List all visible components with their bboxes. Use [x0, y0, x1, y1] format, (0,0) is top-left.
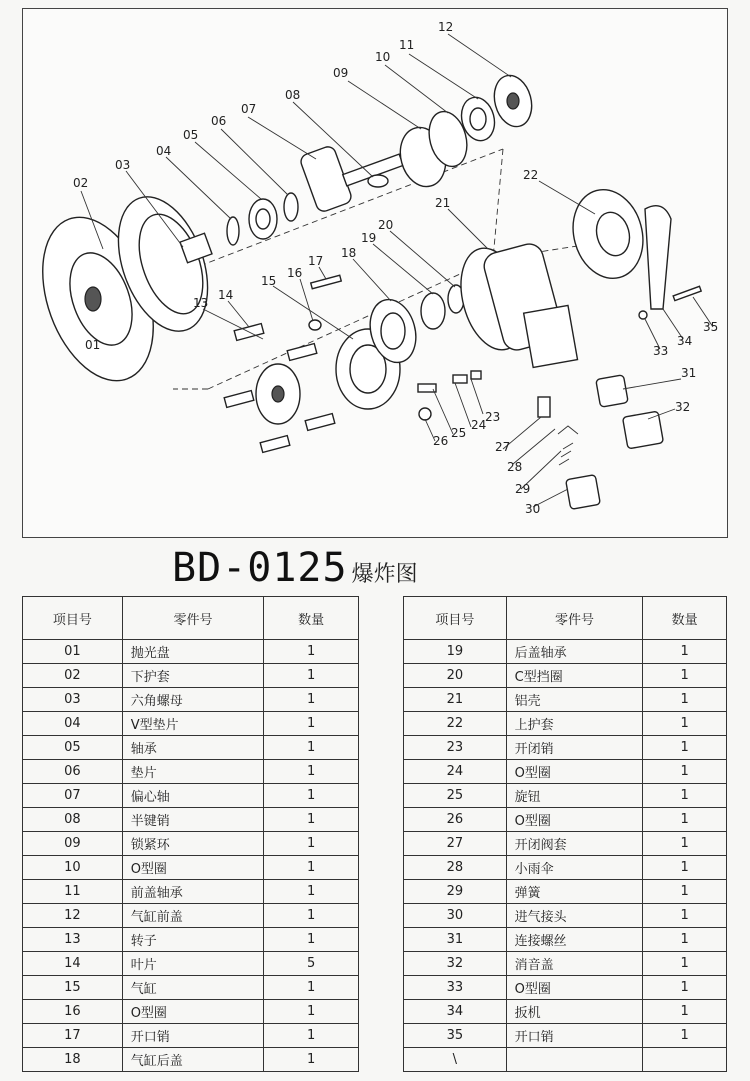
- table-row: [23, 952, 359, 976]
- quantity-cell: 1: [643, 952, 727, 976]
- callout-11: 11: [399, 38, 415, 52]
- callout-35: 35: [703, 320, 719, 334]
- callout-23: 23: [485, 410, 501, 424]
- callout-08: 08: [285, 88, 301, 102]
- part-06-washer: [284, 193, 298, 221]
- part-name-cell: 开闭阀套: [506, 832, 643, 856]
- table-row: [23, 1000, 359, 1024]
- item-number-cell: 13: [23, 928, 123, 952]
- callout-19: 19: [361, 231, 377, 245]
- parts-table-left: [22, 596, 359, 1072]
- header-quantity: 数量: [264, 597, 359, 640]
- part-08-half-key: [368, 175, 388, 187]
- part-name-cell: [506, 1048, 643, 1072]
- callout-01: 01: [85, 338, 101, 352]
- quantity-cell: 1: [264, 880, 359, 904]
- item-number-cell: 10: [23, 856, 123, 880]
- table-header-row: [404, 597, 727, 640]
- table-row: [404, 976, 727, 1000]
- table-row: [404, 640, 727, 664]
- callout-34: 34: [677, 334, 693, 348]
- callout-26: 26: [433, 434, 449, 448]
- callout-32: 32: [675, 400, 691, 414]
- part-name-cell: 弹簧: [506, 880, 643, 904]
- part-30-air-inlet: [566, 475, 601, 510]
- part-17-cotter-pin: [311, 275, 342, 289]
- callout-30: 30: [525, 502, 541, 516]
- table-row: [23, 976, 359, 1000]
- part-16-o-ring: [309, 320, 321, 330]
- item-number-cell: 35: [404, 1024, 507, 1048]
- table-row: [23, 808, 359, 832]
- model-number: BD-0125: [172, 545, 348, 591]
- item-number-cell: 18: [23, 1048, 123, 1072]
- part-name-cell: 连接螺丝: [506, 928, 643, 952]
- table-row: [23, 760, 359, 784]
- part-name-cell: 气缸后盖: [122, 1048, 264, 1072]
- part-32-muffler-cap: [622, 411, 663, 449]
- part-name-cell: O型圈: [506, 976, 643, 1000]
- callout-06: 06: [211, 114, 227, 128]
- quantity-cell: 1: [643, 640, 727, 664]
- quantity-cell: 1: [643, 976, 727, 1000]
- part-name-cell: 开闭销: [506, 736, 643, 760]
- quantity-cell: 1: [643, 760, 727, 784]
- item-number-cell: 25: [404, 784, 507, 808]
- callout-33: 33: [653, 344, 669, 358]
- part-27-valve-sleeve: [538, 397, 550, 417]
- part-name-cell: V型垫片: [122, 712, 264, 736]
- item-number-cell: 06: [23, 760, 123, 784]
- part-name-cell: O型圈: [506, 808, 643, 832]
- part-name-cell: 偏心轴: [122, 784, 264, 808]
- item-number-cell: 26: [404, 808, 507, 832]
- header-item-number: 项目号: [23, 597, 123, 640]
- callout-04: 04: [156, 144, 172, 158]
- quantity-cell: 1: [264, 712, 359, 736]
- exploded-view-label: 爆炸图: [351, 562, 418, 587]
- part-name-cell: 后盖轴承: [506, 640, 643, 664]
- part-name-cell: 垫片: [122, 760, 264, 784]
- document-title: [172, 545, 418, 595]
- part-name-cell: 小雨伞: [506, 856, 643, 880]
- item-number-cell: 03: [23, 688, 123, 712]
- item-number-cell: 20: [404, 664, 507, 688]
- item-number-cell: 12: [23, 904, 123, 928]
- part-04-v-washer: [227, 217, 239, 245]
- item-number-cell: \: [404, 1048, 507, 1072]
- table-row: [404, 808, 727, 832]
- table-row: [23, 856, 359, 880]
- table-row: [404, 1024, 727, 1048]
- quantity-cell: 1: [264, 808, 359, 832]
- quantity-cell: 1: [264, 832, 359, 856]
- quantity-cell: 1: [264, 1024, 359, 1048]
- table-row: [23, 712, 359, 736]
- part-name-cell: O型圈: [122, 856, 264, 880]
- parts-table-right: [403, 596, 727, 1072]
- callout-28: 28: [507, 460, 523, 474]
- table-row: [404, 1000, 727, 1024]
- callout-24: 24: [471, 418, 487, 432]
- part-name-cell: 铝壳: [506, 688, 643, 712]
- part-31-connector-screw: [596, 375, 628, 407]
- callout-27: 27: [495, 440, 511, 454]
- quantity-cell: 1: [264, 664, 359, 688]
- item-number-cell: 11: [23, 880, 123, 904]
- callout-02: 02: [73, 176, 89, 190]
- quantity-cell: 1: [264, 856, 359, 880]
- table-row: [404, 688, 727, 712]
- part-21-aluminum-housing: [451, 241, 578, 367]
- quantity-cell: 1: [264, 688, 359, 712]
- table-row: [404, 880, 727, 904]
- item-number-cell: 24: [404, 760, 507, 784]
- item-number-cell: 22: [404, 712, 507, 736]
- quantity-cell: 1: [264, 928, 359, 952]
- quantity-cell: 1: [264, 904, 359, 928]
- table-row: [404, 1048, 727, 1072]
- callout-16: 16: [287, 266, 303, 280]
- part-name-cell: 抛光盘: [122, 640, 264, 664]
- table-row: [404, 904, 727, 928]
- part-name-cell: 旋钮: [506, 784, 643, 808]
- item-number-cell: 34: [404, 1000, 507, 1024]
- table-row: [404, 736, 727, 760]
- callout-29: 29: [515, 482, 531, 496]
- quantity-cell: 1: [643, 832, 727, 856]
- quantity-cell: 1: [643, 928, 727, 952]
- part-name-cell: 六角螺母: [122, 688, 264, 712]
- item-number-cell: 14: [23, 952, 123, 976]
- item-number-cell: 29: [404, 880, 507, 904]
- item-number-cell: 30: [404, 904, 507, 928]
- part-name-cell: 消音盖: [506, 952, 643, 976]
- table-row: [23, 1048, 359, 1072]
- table-row: [23, 688, 359, 712]
- table-row: [23, 832, 359, 856]
- part-name-cell: 半键销: [122, 808, 264, 832]
- table-row: [404, 928, 727, 952]
- part-name-cell: 叶片: [122, 952, 264, 976]
- table-row: [23, 784, 359, 808]
- callout-18: 18: [341, 246, 357, 260]
- item-number-cell: 15: [23, 976, 123, 1000]
- quantity-cell: 1: [643, 736, 727, 760]
- part-name-cell: 气缸前盖: [122, 904, 264, 928]
- callout-13: 13: [193, 296, 209, 310]
- table-row: [404, 856, 727, 880]
- callout-09: 09: [333, 66, 349, 80]
- item-number-cell: 04: [23, 712, 123, 736]
- callout-14: 14: [218, 288, 234, 302]
- item-number-cell: 17: [23, 1024, 123, 1048]
- part-28-29-umbrella-spring: [558, 426, 578, 465]
- quantity-cell: 1: [643, 808, 727, 832]
- part-name-cell: 轴承: [122, 736, 264, 760]
- item-number-cell: 31: [404, 928, 507, 952]
- part-name-cell: 气缸: [122, 976, 264, 1000]
- header-part-name: 零件号: [506, 597, 643, 640]
- callout-12: 12: [438, 20, 454, 34]
- quantity-cell: 1: [264, 760, 359, 784]
- part-name-cell: 前盖轴承: [122, 880, 264, 904]
- callout-17: 17: [308, 254, 324, 268]
- part-22-upper-shroud: [564, 182, 653, 287]
- quantity-cell: 1: [264, 784, 359, 808]
- quantity-cell: 1: [643, 1024, 727, 1048]
- item-number-cell: 23: [404, 736, 507, 760]
- item-number-cell: 21: [404, 688, 507, 712]
- part-name-cell: 开口销: [122, 1024, 264, 1048]
- part-name-cell: 下护套: [122, 664, 264, 688]
- part-name-cell: 转子: [122, 928, 264, 952]
- quantity-cell: 1: [643, 712, 727, 736]
- part-name-cell: C型挡圈: [506, 664, 643, 688]
- header-part-name: 零件号: [122, 597, 264, 640]
- table-row: [23, 736, 359, 760]
- quantity-cell: 1: [643, 1000, 727, 1024]
- part-23-26-valve-pins: [418, 371, 481, 420]
- part-name-cell: O型圈: [506, 760, 643, 784]
- table-row: [23, 928, 359, 952]
- exploded-view-drawing: [23, 9, 727, 537]
- callout-05: 05: [183, 128, 199, 142]
- callout-07: 07: [241, 102, 257, 116]
- item-number-cell: 08: [23, 808, 123, 832]
- item-number-cell: 16: [23, 1000, 123, 1024]
- header-item-number: 项目号: [404, 597, 507, 640]
- callout-25: 25: [451, 426, 467, 440]
- table-row: [23, 904, 359, 928]
- item-number-cell: 05: [23, 736, 123, 760]
- part-name-cell: O型圈: [122, 1000, 264, 1024]
- table-row: [23, 880, 359, 904]
- table-row: [23, 664, 359, 688]
- quantity-cell: [643, 1048, 727, 1072]
- table-row: [404, 664, 727, 688]
- part-19-rear-bearing: [421, 293, 445, 329]
- part-12-cylinder-front-cover: [489, 71, 537, 131]
- part-05-bearing: [249, 199, 277, 239]
- quantity-cell: 1: [643, 784, 727, 808]
- item-number-cell: 09: [23, 832, 123, 856]
- table-row: [404, 760, 727, 784]
- table-row: [23, 1024, 359, 1048]
- item-number-cell: 27: [404, 832, 507, 856]
- item-number-cell: 07: [23, 784, 123, 808]
- callout-15: 15: [261, 274, 277, 288]
- item-number-cell: 01: [23, 640, 123, 664]
- part-33-35-trigger-pins: [639, 286, 701, 319]
- part-name-cell: 锁紧环: [122, 832, 264, 856]
- exploded-diagram: [22, 8, 728, 538]
- quantity-cell: 1: [264, 1000, 359, 1024]
- table-row: [404, 832, 727, 856]
- table-header-row: [23, 597, 359, 640]
- part-name-cell: 上护套: [506, 712, 643, 736]
- callout-10: 10: [375, 50, 391, 64]
- callout-20: 20: [378, 218, 394, 232]
- table-row: [404, 952, 727, 976]
- item-number-cell: 28: [404, 856, 507, 880]
- quantity-cell: 1: [643, 664, 727, 688]
- quantity-cell: 1: [643, 856, 727, 880]
- callout-31: 31: [681, 366, 697, 380]
- quantity-cell: 1: [264, 976, 359, 1000]
- table-row: [404, 712, 727, 736]
- part-name-cell: 开口销: [506, 1024, 643, 1048]
- quantity-cell: 1: [643, 688, 727, 712]
- callout-03: 03: [115, 158, 131, 172]
- part-name-cell: 扳机: [506, 1000, 643, 1024]
- item-number-cell: 32: [404, 952, 507, 976]
- callout-21: 21: [435, 196, 451, 210]
- item-number-cell: 33: [404, 976, 507, 1000]
- quantity-cell: 1: [264, 1048, 359, 1072]
- quantity-cell: 1: [643, 880, 727, 904]
- callout-22: 22: [523, 168, 539, 182]
- item-number-cell: 02: [23, 664, 123, 688]
- part-34-trigger: [645, 206, 671, 309]
- table-row: [23, 640, 359, 664]
- part-name-cell: 进气接头: [506, 904, 643, 928]
- quantity-cell: 1: [264, 736, 359, 760]
- quantity-cell: 1: [643, 904, 727, 928]
- part-13-rotor: [256, 364, 300, 424]
- header-quantity: 数量: [643, 597, 727, 640]
- item-number-cell: 19: [404, 640, 507, 664]
- quantity-cell: 1: [264, 640, 359, 664]
- table-row: [404, 784, 727, 808]
- quantity-cell: 5: [264, 952, 359, 976]
